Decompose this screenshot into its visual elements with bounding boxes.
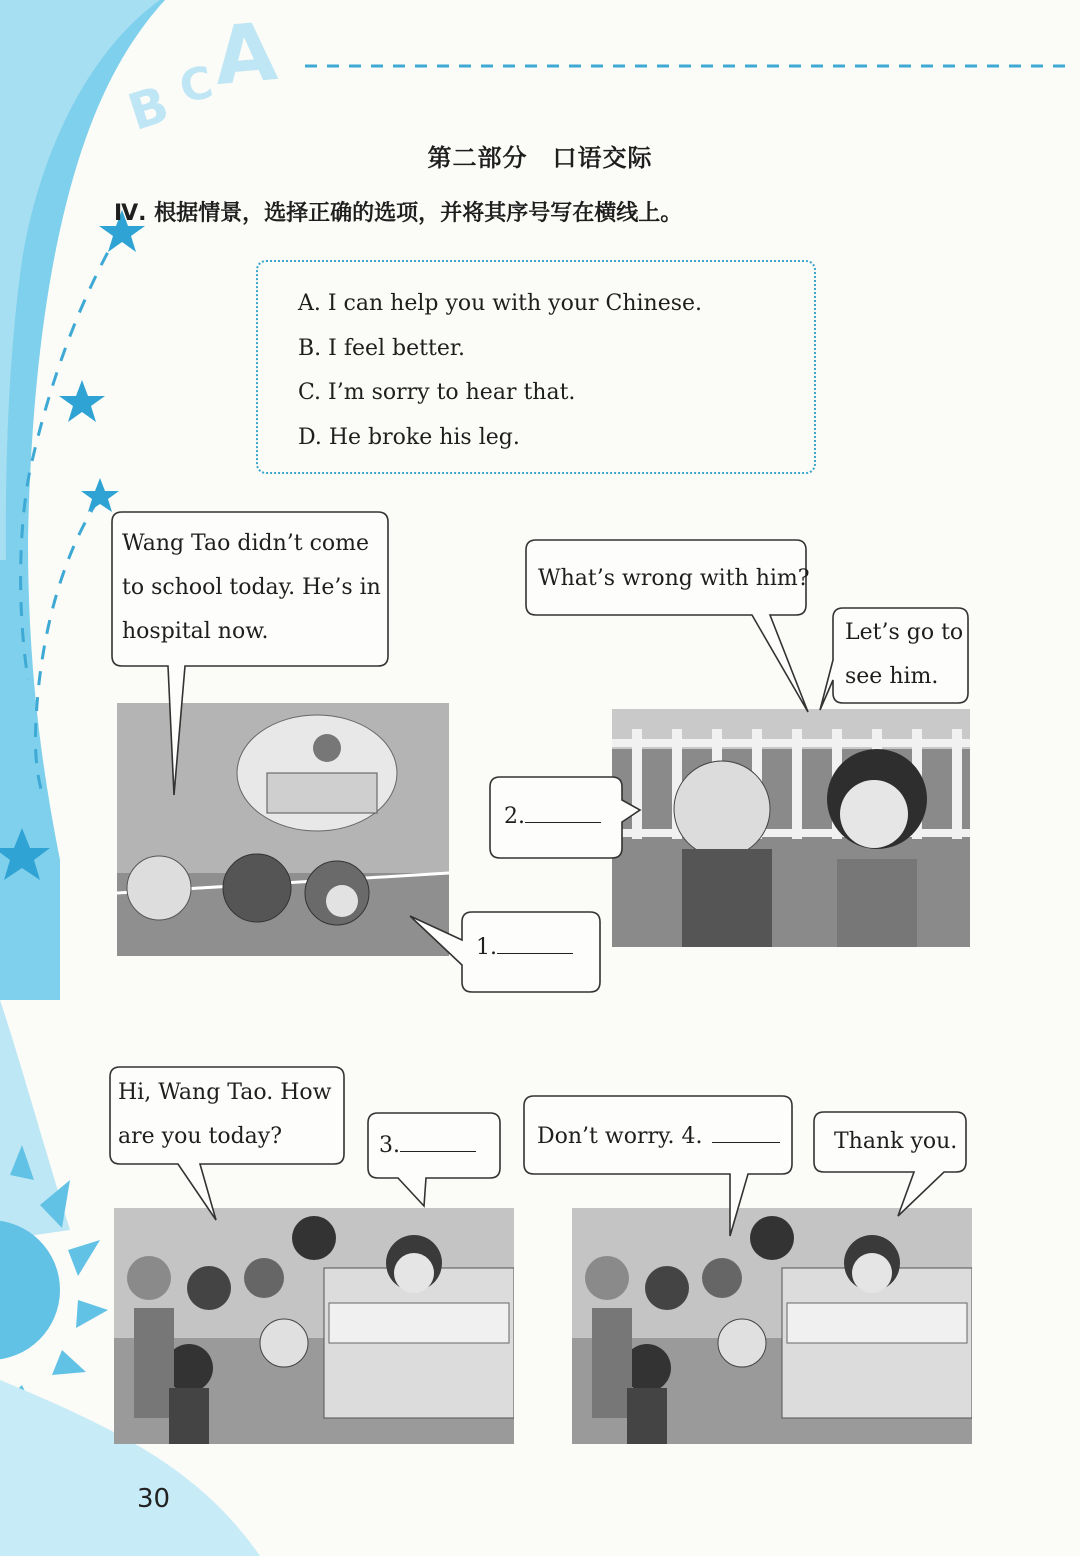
bubble-dont-worry — [537, 1115, 780, 1159]
blank-label: 3. — [379, 1133, 400, 1158]
bubble-lets-go — [845, 611, 963, 699]
answer-blank-1[interactable] — [497, 931, 573, 954]
svg-text:C: C — [175, 56, 218, 114]
svg-text:B: B — [121, 74, 176, 142]
answer-blank-4[interactable] — [712, 1120, 780, 1143]
bubble-line: Hi, Wang Tao. How — [118, 1080, 332, 1105]
blank-label: 1. — [476, 935, 497, 960]
bubble-line: to school today. He’s in — [122, 575, 381, 600]
bubble-line: hospital now. — [122, 619, 269, 644]
bubble-whats-wrong: What’s wrong with him? — [538, 566, 810, 591]
bubble-blank-3 — [379, 1124, 476, 1168]
bubble-wang-tao-absent — [122, 522, 381, 654]
page-number: 30 — [137, 1484, 171, 1514]
answer-blank-3[interactable] — [400, 1129, 476, 1152]
bubble-how-are-you — [118, 1071, 331, 1159]
bubble-blank-2 — [504, 795, 601, 839]
section-title: 第二部分 口语交际 — [427, 143, 653, 172]
bubble-thank-you: Thank you. — [834, 1129, 958, 1154]
bubble-line: Wang Tao didn’t come — [122, 531, 370, 556]
blank-label: 2. — [504, 804, 525, 829]
instruction-text: Ⅳ. 根据情景，选择正确的选项，并将其序号写在横线上。 — [114, 201, 683, 226]
option-b: B. I feel better. — [298, 335, 465, 361]
bubble-line: are you today? — [118, 1124, 282, 1149]
option-a: A. I can help you with your Chinese. — [298, 291, 703, 316]
svg-text:A: A — [210, 4, 281, 104]
blank-label: Don’t worry. 4. — [537, 1124, 703, 1149]
option-d: D. He broke his leg. — [298, 424, 520, 450]
bubble-blank-1 — [476, 926, 573, 970]
option-c: C. I’m sorry to hear that. — [298, 380, 576, 405]
bubble-line: Let’s go to — [845, 620, 964, 645]
bubble-line: see him. — [845, 664, 939, 689]
answer-blank-2[interactable] — [525, 800, 601, 823]
